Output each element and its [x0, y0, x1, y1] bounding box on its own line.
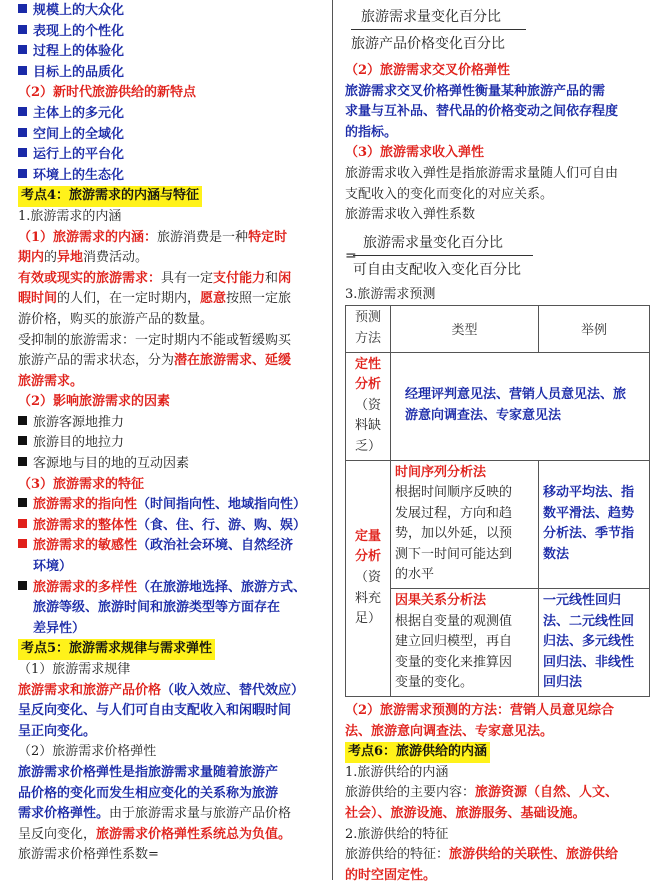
square-bullet-icon	[18, 498, 27, 507]
paragraph-line: （1）旅游需求的内涵：旅游消费是一种特定时	[18, 229, 288, 245]
left-column	[18, 1, 318, 866]
table-header-row	[346, 306, 650, 352]
type-cell: 时间序列分析法 根据时间顺序反映的 发展过程，方向和趋 势，加以外延，以预 测下一时间可能达到 的水平	[391, 460, 539, 589]
square-bullet-icon	[18, 539, 27, 548]
table-row	[346, 589, 650, 697]
square-bullet-icon	[18, 45, 27, 54]
square-bullet-icon	[18, 519, 27, 528]
subheading: （2）旅游需求价格弹性	[18, 744, 157, 760]
square-bullet-icon	[18, 4, 27, 13]
paragraph-line: 游价格，购买的旅游产品的数量。	[18, 311, 214, 327]
square-bullet-icon	[18, 436, 27, 445]
bullet-item: 旅游需求的指向性（时间指向性、地域指向性）	[18, 495, 318, 516]
square-bullet-icon	[18, 107, 27, 116]
subheading: （3）旅游需求收入弹性	[345, 145, 485, 161]
paragraph-line: 暇时间的人们，在一定时期内，愿意按照一定旅	[18, 291, 292, 307]
type-cell: 因果关系分析法 根据自变量的观测值 建立回归模型，再自 变量的变化来推算因 变量的变化。	[391, 589, 539, 697]
square-bullet-icon	[18, 581, 27, 590]
bullet-item: 目标上的品质化	[18, 63, 318, 84]
paragraph-line: 求量与互补品、替代品的价格变动之间依存程度	[345, 104, 619, 120]
fraction-numerator: 旅游需求量变化百分比	[363, 234, 503, 251]
bullet-item: 过程上的体验化	[18, 42, 318, 63]
right-column	[345, 6, 650, 886]
table-header-example: 举例	[539, 306, 650, 352]
table-header-type: 类型	[391, 306, 539, 352]
paragraph-line: 旅游需求收入弹性系数	[345, 207, 476, 223]
example-cell: 一元线性回归 法、二元线性回 归法、多元线性 回归法、非线性 回归法	[539, 589, 650, 697]
section-subtitle: 1.旅游供给的内涵	[345, 764, 449, 780]
paragraph-line: 旅游需求收入弹性是指旅游需求量随人们可自由	[345, 165, 619, 181]
bullet-item: 运行上的平台化	[18, 145, 318, 166]
square-bullet-icon	[18, 457, 27, 466]
fraction-bar	[353, 255, 533, 256]
paragraph-line: 旅游需求和旅游产品价格（收入效应、替代效应）	[18, 682, 305, 698]
method-cell: 定量 分析 （资 料充 足）	[346, 460, 391, 697]
table-row	[346, 460, 650, 589]
bullet-item: 旅游目的地拉力	[18, 433, 318, 454]
bullet-item: 主体上的多元化	[18, 104, 318, 125]
bullet-item: 空间上的全域化	[18, 125, 318, 146]
paragraph-line: 社会）、旅游设施、旅游服务、基础设施。	[345, 806, 586, 821]
example-cell: 移动平均法、指 数平滑法、趋势 分析法、季节指 数法	[539, 460, 650, 589]
paragraph-line: 旅游供给的主要内容：旅游资源（自然、人文、	[345, 785, 619, 801]
price-elasticity-fraction	[351, 6, 650, 53]
income-elasticity-fraction	[345, 232, 650, 279]
subheading: （2）影响旅游需求的因素	[18, 394, 171, 410]
section-subtitle: 1.旅游需求的内涵	[18, 208, 122, 224]
fraction-denominator: 可自由支配收入变化百分比	[353, 261, 521, 278]
paragraph-line: 的时空固定性。	[345, 867, 437, 883]
paragraph-line: 旅游需求价格弹性是指旅游需求量随着旅游产	[18, 764, 279, 780]
subheading: （2）新时代旅游供给的新特点	[18, 85, 197, 101]
section-heading: 考点4：旅游需求的内涵与特征	[18, 186, 318, 207]
paragraph-line: 呈正向变化。	[18, 723, 97, 739]
fraction-numerator: 旅游需求量变化百分比	[361, 9, 501, 25]
subheading: （3）旅游需求的特征	[18, 476, 145, 492]
bullet-item: 旅游客源地推力	[18, 413, 318, 434]
bullet-continuation: 差异性）	[33, 620, 86, 636]
square-bullet-icon	[18, 416, 27, 425]
square-bullet-icon	[18, 128, 27, 137]
paragraph-line: 旅游需求价格弹性系数=	[18, 847, 159, 863]
section-subtitle: 3.旅游需求预测	[345, 286, 436, 302]
paragraph-line: 期内的异地消费活动。	[18, 250, 149, 266]
bullet-item: 表现上的个性化	[18, 22, 318, 43]
paragraph-line: 旅游产品的需求状态，分为潜在旅游需求、延缓	[18, 353, 292, 369]
square-bullet-icon	[18, 66, 27, 75]
paragraph-line: 旅游需求交叉价格弹性衡量某种旅游产品的需	[345, 83, 606, 99]
bullet-item: 规模上的大众化	[18, 1, 318, 22]
paragraph-line: 品价格的变化而发生相应变化的关系称为旅游	[18, 785, 279, 801]
bullet-item: 环境上的生态化	[18, 166, 318, 187]
paragraph-line: （2）旅游需求预测的方法：营销人员意见综合	[345, 703, 615, 719]
subheading: （2）旅游需求交叉价格弹性	[345, 63, 511, 78]
bullet-continuation: 旅游等级、旅游时间和旅游类型等方面存在	[33, 600, 281, 616]
type-cell: 经理评判意见法、营销人员意见法、旅 游意向调查法、专家意见法	[391, 352, 650, 460]
square-bullet-icon	[18, 25, 27, 34]
fraction-bar	[351, 29, 526, 30]
bullet-item: 旅游需求的敏感性（政治社会环境、自然经济	[18, 536, 318, 557]
subheading: （1）旅游需求规律	[18, 662, 131, 677]
paragraph-line: 有效或现实的旅游需求：具有一定支付能力和闲	[18, 270, 292, 286]
square-bullet-icon	[18, 148, 27, 157]
paragraph-line: 的指标。	[345, 124, 398, 140]
bullet-continuation: 环境）	[33, 559, 73, 575]
paragraph-line: 旅游需求。	[18, 373, 84, 389]
bullet-item: 旅游需求的整体性（食、住、行、游、购、娱）	[18, 516, 318, 537]
paragraph-line: 受抑制的旅游需求：一定时期内不能或暂缓购买	[18, 332, 292, 348]
bullet-item: 客源地与目的地的互动因素	[18, 454, 318, 475]
fraction-denominator: 旅游产品价格变化百分比	[351, 36, 505, 52]
table-header-method: 预测 方法	[346, 306, 391, 352]
forecast-table	[345, 305, 650, 697]
section-heading: 考点5：旅游需求规律与需求弹性	[18, 639, 318, 660]
section-subtitle: 2.旅游供给的特征	[345, 826, 449, 842]
paragraph-line: 呈反向变化、与人们可自由支配收入和闲暇时间	[18, 703, 292, 719]
method-cell: 定性 分析 （资 料缺 乏）	[346, 352, 391, 460]
paragraph-line: 法、旅游意向调查法、专家意见法。	[345, 723, 554, 739]
table-row	[346, 352, 650, 460]
section-heading: 考点6：旅游供给的内涵	[345, 742, 650, 763]
square-bullet-icon	[18, 169, 27, 178]
paragraph-line: 旅游供给的特征：旅游供给的关联性、旅游供给	[345, 847, 619, 863]
bullet-item: 旅游需求的多样性（在旅游地选择、旅游方式、	[18, 578, 318, 599]
paragraph-line: 支配收入的变化而变化的对应关系。	[345, 186, 554, 202]
paragraph-line: 呈反向变化，旅游需求价格弹性系统总为负值。	[18, 826, 292, 842]
paragraph-line: 需求价格弹性。由于旅游需求量与旅游产品价格	[18, 806, 292, 822]
column-divider	[332, 0, 333, 880]
equals-sign: =	[345, 247, 357, 264]
